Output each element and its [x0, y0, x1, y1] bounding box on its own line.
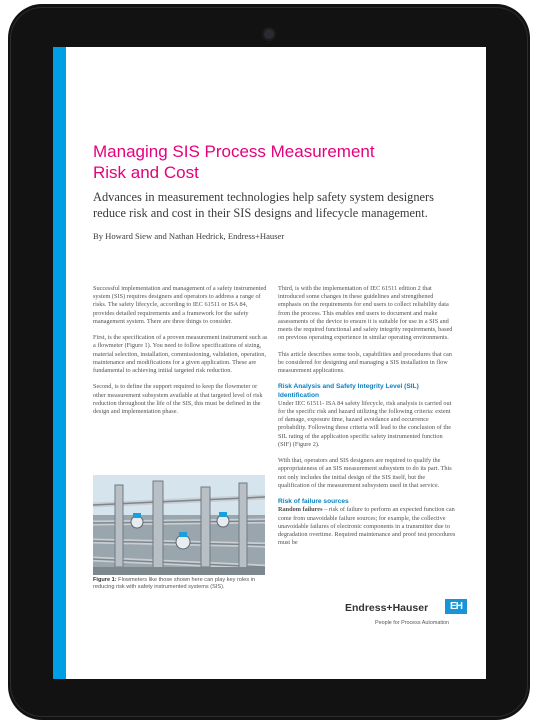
eh-logo-icon: EH — [445, 599, 467, 614]
random-failures-text: – risk of failure to perform an expected function can come from unavoidable failure sources; for example, the collective unavoidable failures of electronic components in a transmitter due to degradation overtime. Required maintenance and proof test procedures must be — [278, 506, 456, 547]
paragraph: Under IEC 61511- ISA 84 safety lifecycle, risk analysis is carried out for the specific risk and hazard utilizing the following criteria: extent of damage, exposure time, hazard avoidance and occurrence probability. Following these criteria will lead to the conclusion of the SIL rating of the application specific safety instrumented function (SIF) (Figure 2). — [278, 399, 452, 448]
paragraph: This article describes some tools, capabilities and procedures that can be considered for designing and managing a SIS installation in flow measurement applications. — [278, 350, 452, 375]
camera-icon — [264, 29, 274, 39]
figure-caption — [93, 577, 273, 591]
paragraph: With that, operators and SIS designers are required to qualify the appropriateness of an SIS measurement subsystem to do its part. This not only includes the initial design of the SIS itself, but the qualification of the measurement subsystem used in that service. — [278, 457, 452, 489]
tablet-screen[interactable] — [53, 47, 486, 679]
paragraph — [278, 506, 456, 547]
paragraph: Second, is to define the support required to keep the flowmeter or other measurement subsystem available at that targeted level of risk reduction throughout the life of the SIS, this must be defined in the design and implementation phase. — [93, 383, 263, 416]
figure-label: Figure 1: — [93, 577, 117, 583]
section-heading: Risk Analysis and Safety Integrity Level (SIL) Identification — [278, 383, 419, 399]
right-column — [278, 285, 456, 556]
article-title-line2: Risk and Cost — [93, 163, 199, 182]
endress-hauser-logo — [345, 599, 485, 639]
paragraph: Third, is with the implementation of IEC 61511 edition 2 that introduced some changes in these guidelines and strengthened emphasis on the requirements for end users to collect reliability data from the process. This enables end users to document and make assessments of the device to ensure it is suitable for use in a SIS and meets the required functional and safety integrity requirements, based on previous operating experience in similar operating environments. — [278, 285, 453, 342]
accent-bar — [53, 47, 66, 679]
figure-caption-text: Flowmeters like those shown here can play key roles in reducing risk with safety instrumented systems (SIS). — [93, 577, 255, 590]
paragraph: Successful implementation and management of a safety instrumented system (SIS) requires designers and operators to address a range of risks. The safety lifecycle, according to IEC 61511 or ISA 84, provides detailed requirements and a framework for the safety management system. There are three things to consider. — [93, 285, 267, 325]
logo-tagline: People for Process Automation — [375, 620, 450, 626]
left-column — [93, 285, 269, 424]
logo-wordmark: Endress+Hauser — [345, 602, 429, 614]
article-byline: By Howard Siew and Nathan Hedrick, Endress+Hauser — [93, 231, 285, 241]
article-intro: Advances in measurement technologies help safety system designers reduce risk and cost in their SIS designs and lifecycle management. — [93, 190, 434, 220]
random-failures-term: Random failures — [278, 506, 323, 514]
article-title — [93, 141, 393, 183]
flowmeter-photo — [93, 475, 265, 575]
article-title-line1: Managing SIS Process Measurement — [93, 142, 375, 161]
section-heading: Risk of failure sources — [278, 498, 349, 506]
paragraph: First, is the specification of a proven measurement instrument such as a flowmeter (Figure 1). You need to follow specifications of sizing, material selection, installation, commissioning, validation, operation, maintenance and modifications for a given application. These are fundamental to achieving initial targeted risk reduction. — [93, 334, 268, 375]
